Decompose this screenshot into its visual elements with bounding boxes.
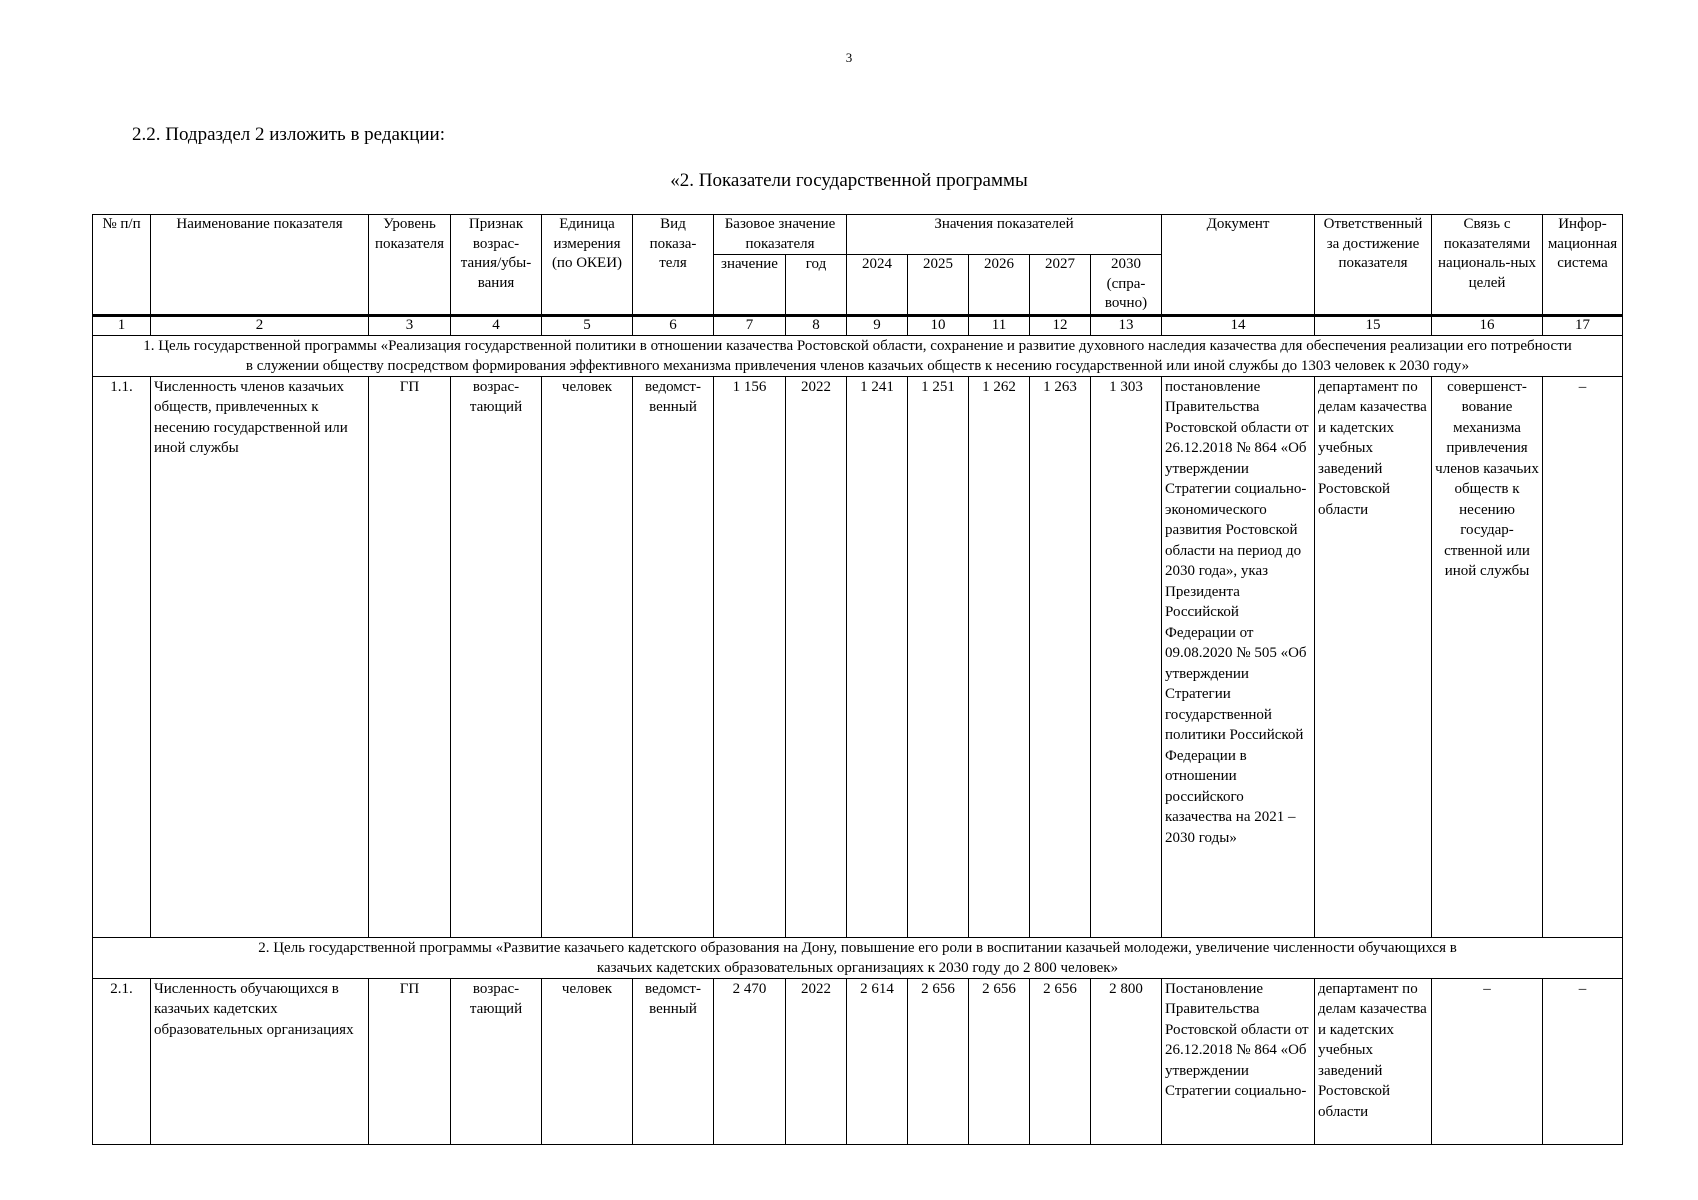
col-number: 7 bbox=[714, 315, 786, 335]
goal-title: 2. Цель государственной программы «Развитие казачьего кадетского образования на Дону, повышение его роли в воспитании казачьей молодежи, увеличение численности обучающихся в казачьих кадетских образовательных организациях к 2030 году до 2 800 человек» bbox=[93, 937, 1623, 978]
row-trend: возрас-тающий bbox=[451, 978, 542, 1144]
col-number: 2 bbox=[151, 315, 369, 335]
page-number: 3 bbox=[845, 50, 853, 65]
header-y2030: 2030 (спра-вочно) bbox=[1091, 255, 1162, 316]
row-link: совершенст-вование механизма привлечения членов казачьих обществ к несению государ-ственной или иной службы bbox=[1432, 376, 1543, 937]
row-base-year: 2022 bbox=[786, 376, 847, 937]
row-v2026: 1 262 bbox=[969, 376, 1030, 937]
row-base-value: 1 156 bbox=[714, 376, 786, 937]
col-number: 10 bbox=[908, 315, 969, 335]
row-document: постановление Правительства Ростовской области от 26.12.2018 № 864 «Об утверждении Стратегии социально-экономического развития Ростовской области на период до 2030 года», указ Президента Российской Федерации от 09.08.2020 № 505 «Об утверждении Стратегии государственной политики Российской Федерации в отношении российского казачества на 2021 – 2030 годы» bbox=[1162, 376, 1315, 937]
goal-title: 1. Цель государственной программы «Реализация государственной политики в отношении казачества Ростовской области, сохранение и развитие духовного наследия казачества для обеспечения реализации его потребности в служении обществу посредством формирования эффективного механизма привлечения членов казачьих обществ к несению государственной или иной службы до 1303 человек к 2030 году» bbox=[93, 335, 1623, 376]
col-number: 16 bbox=[1432, 315, 1543, 335]
row-link: – bbox=[1432, 978, 1543, 1144]
goal-row-1 bbox=[93, 335, 1623, 376]
col-number: 11 bbox=[969, 315, 1030, 335]
col-number: 3 bbox=[369, 315, 451, 335]
row-document: Постановление Правительства Ростовской области от 26.12.2018 № 864 «Об утверждении Стратегии социально- bbox=[1162, 978, 1315, 1144]
column-number-row bbox=[93, 315, 1623, 335]
row-v2030: 2 800 bbox=[1091, 978, 1162, 1144]
indicator-row-1-1 bbox=[93, 376, 1623, 937]
header-y2025: 2025 bbox=[908, 255, 969, 316]
row-v2030: 1 303 bbox=[1091, 376, 1162, 937]
row-unit: человек bbox=[542, 376, 633, 937]
col-number: 8 bbox=[786, 315, 847, 335]
row-v2027: 1 263 bbox=[1030, 376, 1091, 937]
row-num: 1.1. bbox=[93, 376, 151, 937]
col-number: 14 bbox=[1162, 315, 1315, 335]
col-number: 5 bbox=[542, 315, 633, 335]
row-v2027: 2 656 bbox=[1030, 978, 1091, 1144]
row-kind: ведомст-венный bbox=[633, 978, 714, 1144]
col-number: 4 bbox=[451, 315, 542, 335]
row-system: – bbox=[1543, 978, 1623, 1144]
row-responsible: департамент по делам казачества и кадетских учебных заведений Ростовской области bbox=[1315, 978, 1432, 1144]
table-title: «2. Показатели государственной программы bbox=[670, 170, 1028, 191]
row-responsible: департамент по делам казачества и кадетских учебных заведений Ростовской области bbox=[1315, 376, 1432, 937]
col-number: 17 bbox=[1543, 315, 1623, 335]
col-number: 9 bbox=[847, 315, 908, 335]
header-unit: Единица измерения (по ОКЕИ) bbox=[542, 215, 633, 316]
row-trend: возрас-тающий bbox=[451, 376, 542, 937]
col-number: 12 bbox=[1030, 315, 1091, 335]
intro-text: 2.2. Подраздел 2 изложить в редакции: bbox=[132, 124, 445, 145]
col-number: 1 bbox=[93, 315, 151, 335]
row-name: Численность обучающихся в казачьих кадетских образовательных организациях bbox=[151, 978, 369, 1144]
row-level: ГП bbox=[369, 376, 451, 937]
indicator-row-2-1 bbox=[93, 978, 1623, 1144]
row-v2026: 2 656 bbox=[969, 978, 1030, 1144]
header-document: Документ bbox=[1162, 215, 1315, 316]
col-number: 13 bbox=[1091, 315, 1162, 335]
header-y2026: 2026 bbox=[969, 255, 1030, 316]
header-row-1 bbox=[93, 215, 1623, 255]
header-responsible: Ответственный за достижение показателя bbox=[1315, 215, 1432, 316]
row-base-year: 2022 bbox=[786, 978, 847, 1144]
header-system: Инфор-мационная система bbox=[1543, 215, 1623, 316]
row-unit: человек bbox=[542, 978, 633, 1144]
header-y2027: 2027 bbox=[1030, 255, 1091, 316]
header-link: Связь с показателями националь-ных целей bbox=[1432, 215, 1543, 316]
header-base-value: значение bbox=[714, 255, 786, 316]
header-kind: Вид показа-теля bbox=[633, 215, 714, 316]
header-y2024: 2024 bbox=[847, 255, 908, 316]
header-trend: Признак возрас-тания/убы-вания bbox=[451, 215, 542, 316]
header-level: Уровень показателя bbox=[369, 215, 451, 316]
row-name: Численность членов казачьих обществ, привлеченных к несению государственной или иной службы bbox=[151, 376, 369, 937]
row-level: ГП bbox=[369, 978, 451, 1144]
header-base-year: год bbox=[786, 255, 847, 316]
row-v2025: 1 251 bbox=[908, 376, 969, 937]
header-name: Наименование показателя bbox=[151, 215, 369, 316]
row-v2025: 2 656 bbox=[908, 978, 969, 1144]
row-kind: ведомст-венный bbox=[633, 376, 714, 937]
indicators-table bbox=[92, 214, 1623, 1145]
row-v2024: 2 614 bbox=[847, 978, 908, 1144]
col-number: 15 bbox=[1315, 315, 1432, 335]
header-values: Значения показателей bbox=[847, 215, 1162, 255]
row-system: – bbox=[1543, 376, 1623, 937]
col-number: 6 bbox=[633, 315, 714, 335]
header-num: № п/п bbox=[93, 215, 151, 316]
row-num: 2.1. bbox=[93, 978, 151, 1144]
goal-row-2 bbox=[93, 937, 1623, 978]
header-base: Базовое значение показателя bbox=[714, 215, 847, 255]
row-v2024: 1 241 bbox=[847, 376, 908, 937]
row-base-value: 2 470 bbox=[714, 978, 786, 1144]
